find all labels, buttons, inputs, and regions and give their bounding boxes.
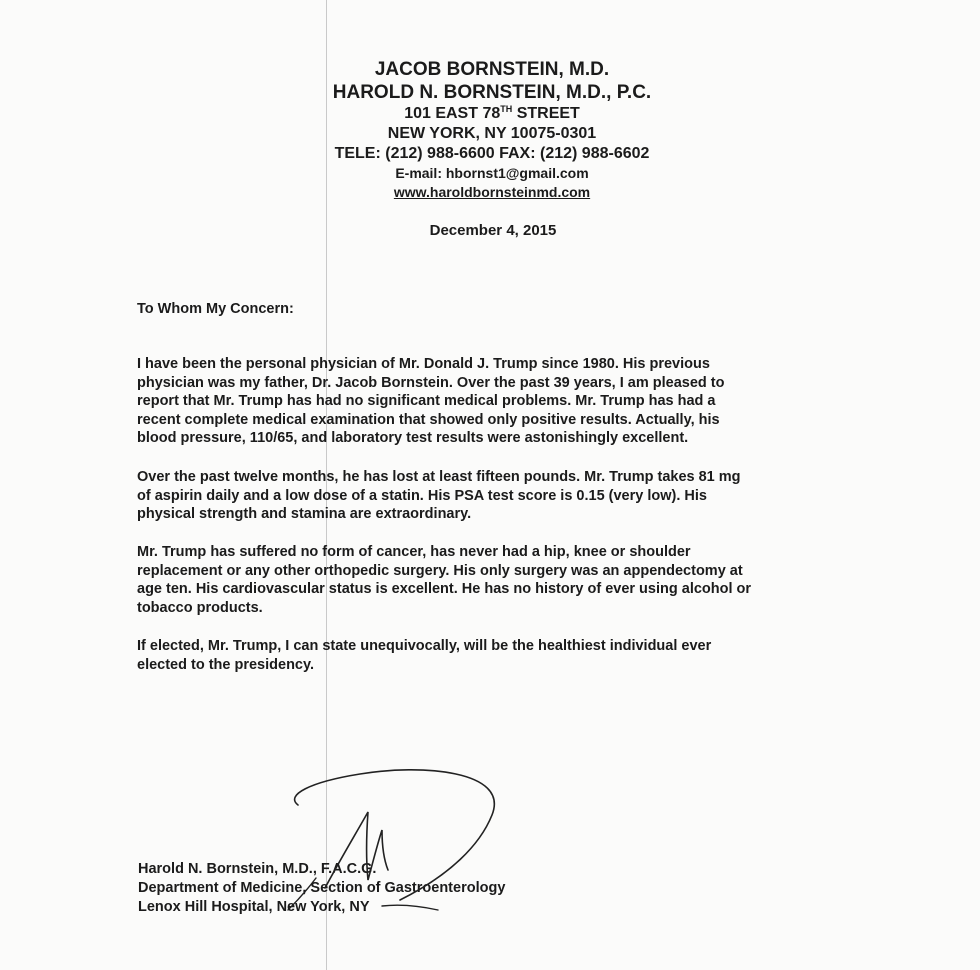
paragraph-line: If elected, Mr. Trump, I can state unequivocally, will be the healthiest individual ever [137,638,712,654]
letterhead [0,58,980,202]
paragraph-line: physician was my father, Dr. Jacob Bornstein. Over the past 39 years, I am pleased to [137,374,725,391]
letterhead-website: www.haroldbornsteinmd.com [393,184,591,200]
paragraph-line: physical strength and stamina are extraordinary. [137,506,472,523]
letterhead-phone: TELE: (212) 988-6600 FAX: (212) 988-6602 [334,145,650,162]
letterhead-name-harold: HAROLD N. BORNSTEIN, M.D., P.C. [332,82,652,103]
paragraph-line: elected to the presidency. [137,656,315,673]
letterhead-city: NEW YORK, NY 10075-0301 [387,125,597,142]
street-end: STREET [512,105,580,122]
signature-tail-stroke [288,878,438,910]
handwritten-signature [270,760,520,920]
paragraph-line: of aspirin daily and a low dose of a statin. His PSA test score is 0.15 (very low). His [137,487,707,504]
street-prefix: 101 EAST 78 [404,105,501,122]
paragraph-line: age ten. His cardiovascular status is excellent. He has no history of ever using alcohol or [137,581,752,598]
signature-loop-stroke [295,770,495,900]
paragraph-line: report that Mr. Trump has had no significant medical problems. Mr. Trump has had a [137,393,716,410]
signer-department: Department of Medicine, Section of Gastroenterology [138,880,506,896]
signer-hospital: Lenox Hill Hospital, New York, NY [138,899,370,915]
paragraph-1 [137,355,867,448]
letter-date: December 4, 2015 [429,222,557,239]
paragraph-4 [137,637,867,674]
paragraph-line: tobacco products. [137,599,263,616]
paragraph-line: recent complete medical examination that showed only positive results. Actually, his [137,411,720,428]
signature-letter-stroke [325,812,388,888]
letterhead-email: E-mail: hbornst1@gmail.com [395,165,589,181]
letterhead-street [0,104,980,124]
signer-name: Harold N. Bornstein, M.D., F.A.C.G. [138,861,377,877]
paragraph-2 [137,468,867,524]
salutation: To Whom My Concern: [137,301,294,317]
paragraph-line: I have been the personal physician of Mr. Donald J. Trump since 1980. His previous [137,356,710,372]
paragraph-3 [137,543,867,617]
paragraph-line: Mr. Trump has suffered no form of cancer, has never had a hip, knee or shoulder [137,544,691,560]
street-suffix: TH [500,104,513,114]
paragraph-line: Over the past twelve months, he has lost at least fifteen pounds. Mr. Trump takes 81 mg [137,469,741,485]
paragraph-line: blood pressure, 110/65, and laboratory test results were astonishingly excellent. [137,430,689,447]
letterhead-name-jacob: JACOB BORNSTEIN, M.D. [374,59,610,80]
paragraph-line: replacement or any other orthopedic surgery. His only surgery was an appendectomy at [137,562,743,579]
